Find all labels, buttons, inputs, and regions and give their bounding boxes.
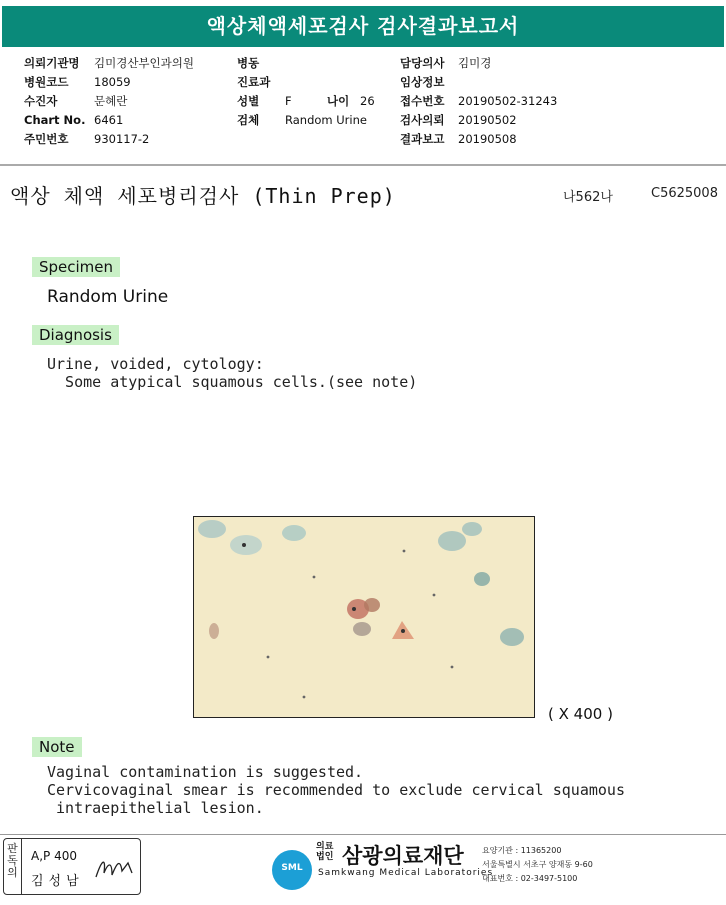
info-label: 병원코드 — [24, 75, 69, 89]
info-label: 접수번호 — [400, 94, 445, 108]
report-header — [0, 0, 726, 50]
info-label: 주민번호 — [24, 132, 69, 146]
microscopy-image — [193, 516, 535, 718]
info-value: 문혜란 — [94, 94, 128, 108]
exam-title: 액상 체액 세포병리검사 (Thin Prep) — [10, 184, 396, 208]
info-label: 검사의뢰 — [400, 113, 445, 127]
info-label: 수진자 — [24, 94, 58, 108]
magnification-label: ( X 400 ) — [548, 705, 613, 723]
signature-icon — [94, 853, 136, 883]
org-info: 대표번호 : 02-3497-5100 — [482, 874, 578, 883]
info-label: 결과보고 — [400, 132, 445, 146]
logo-small-text: 의료 법인 — [316, 842, 334, 862]
info-value: 김미경 — [458, 56, 492, 70]
info-label: 검체 — [237, 113, 260, 127]
info-label: 의뢰기관명 — [24, 56, 80, 70]
report-title: 액상체액세포검사 검사결과보고서 — [206, 14, 520, 38]
specimen-value: Random Urine — [47, 287, 169, 307]
info-column-3 — [400, 54, 557, 149]
info-label: 임상정보 — [400, 75, 445, 89]
exam-code: C5625008 — [651, 186, 718, 201]
diagnosis-line: Urine, voided, cytology: — [47, 355, 264, 373]
stamp-line: A,P 400 — [31, 849, 77, 863]
note-line: Vaginal contamination is suggested. — [47, 763, 364, 781]
info-value: Random Urine — [285, 113, 367, 127]
info-column-2 — [237, 54, 375, 130]
specimen-label: Specimen — [32, 257, 120, 277]
exam-code: 나562나 — [563, 190, 613, 205]
diagnosis-label: Diagnosis — [32, 325, 119, 345]
info-value: 18059 — [94, 75, 131, 89]
info-label: 성별 — [237, 94, 260, 108]
info-label: 진료과 — [237, 75, 271, 89]
pathologist-name: 김성남 — [31, 874, 84, 889]
org-info: 요양기관 : 11365200 — [482, 846, 562, 855]
info-value: 20190502 — [458, 113, 517, 127]
note-line: Cervicovaginal smear is recommended to exclude cervical squamous — [47, 781, 625, 799]
info-value: 930117-2 — [94, 132, 150, 146]
note-line: intraepithelial lesion. — [47, 799, 264, 817]
logo-abbreviation: SML — [281, 863, 303, 873]
stamp-side-label: 판독의 — [4, 839, 22, 894]
diagnosis-line: Some atypical squamous cells.(see note) — [47, 373, 418, 391]
pathologist-stamp — [3, 838, 141, 895]
info-column-1 — [24, 54, 194, 149]
cytology-micrograph — [194, 517, 534, 717]
info-label: 병동 — [237, 56, 260, 70]
info-value: 6461 — [94, 113, 124, 127]
org-info: 서울특별시 서초구 양재동 9-60 — [482, 860, 593, 869]
divider — [0, 164, 726, 166]
info-value: F — [285, 94, 292, 108]
info-label: 담당의사 — [400, 56, 445, 70]
info-value: 26 — [360, 94, 375, 108]
info-value: 김미경산부인과의원 — [94, 56, 194, 70]
note-label: Note — [32, 737, 82, 757]
logo-english: Samkwang Medical Laboratories — [318, 868, 494, 878]
info-value: 20190502-31243 — [458, 94, 558, 108]
info-label: 나이 — [327, 94, 350, 108]
sml-logo-icon — [272, 850, 312, 890]
info-value: 20190508 — [458, 132, 517, 146]
footer-divider — [0, 834, 726, 835]
logo-text: 삼광의료재단 — [342, 844, 464, 868]
info-label: Chart No. — [24, 113, 86, 127]
